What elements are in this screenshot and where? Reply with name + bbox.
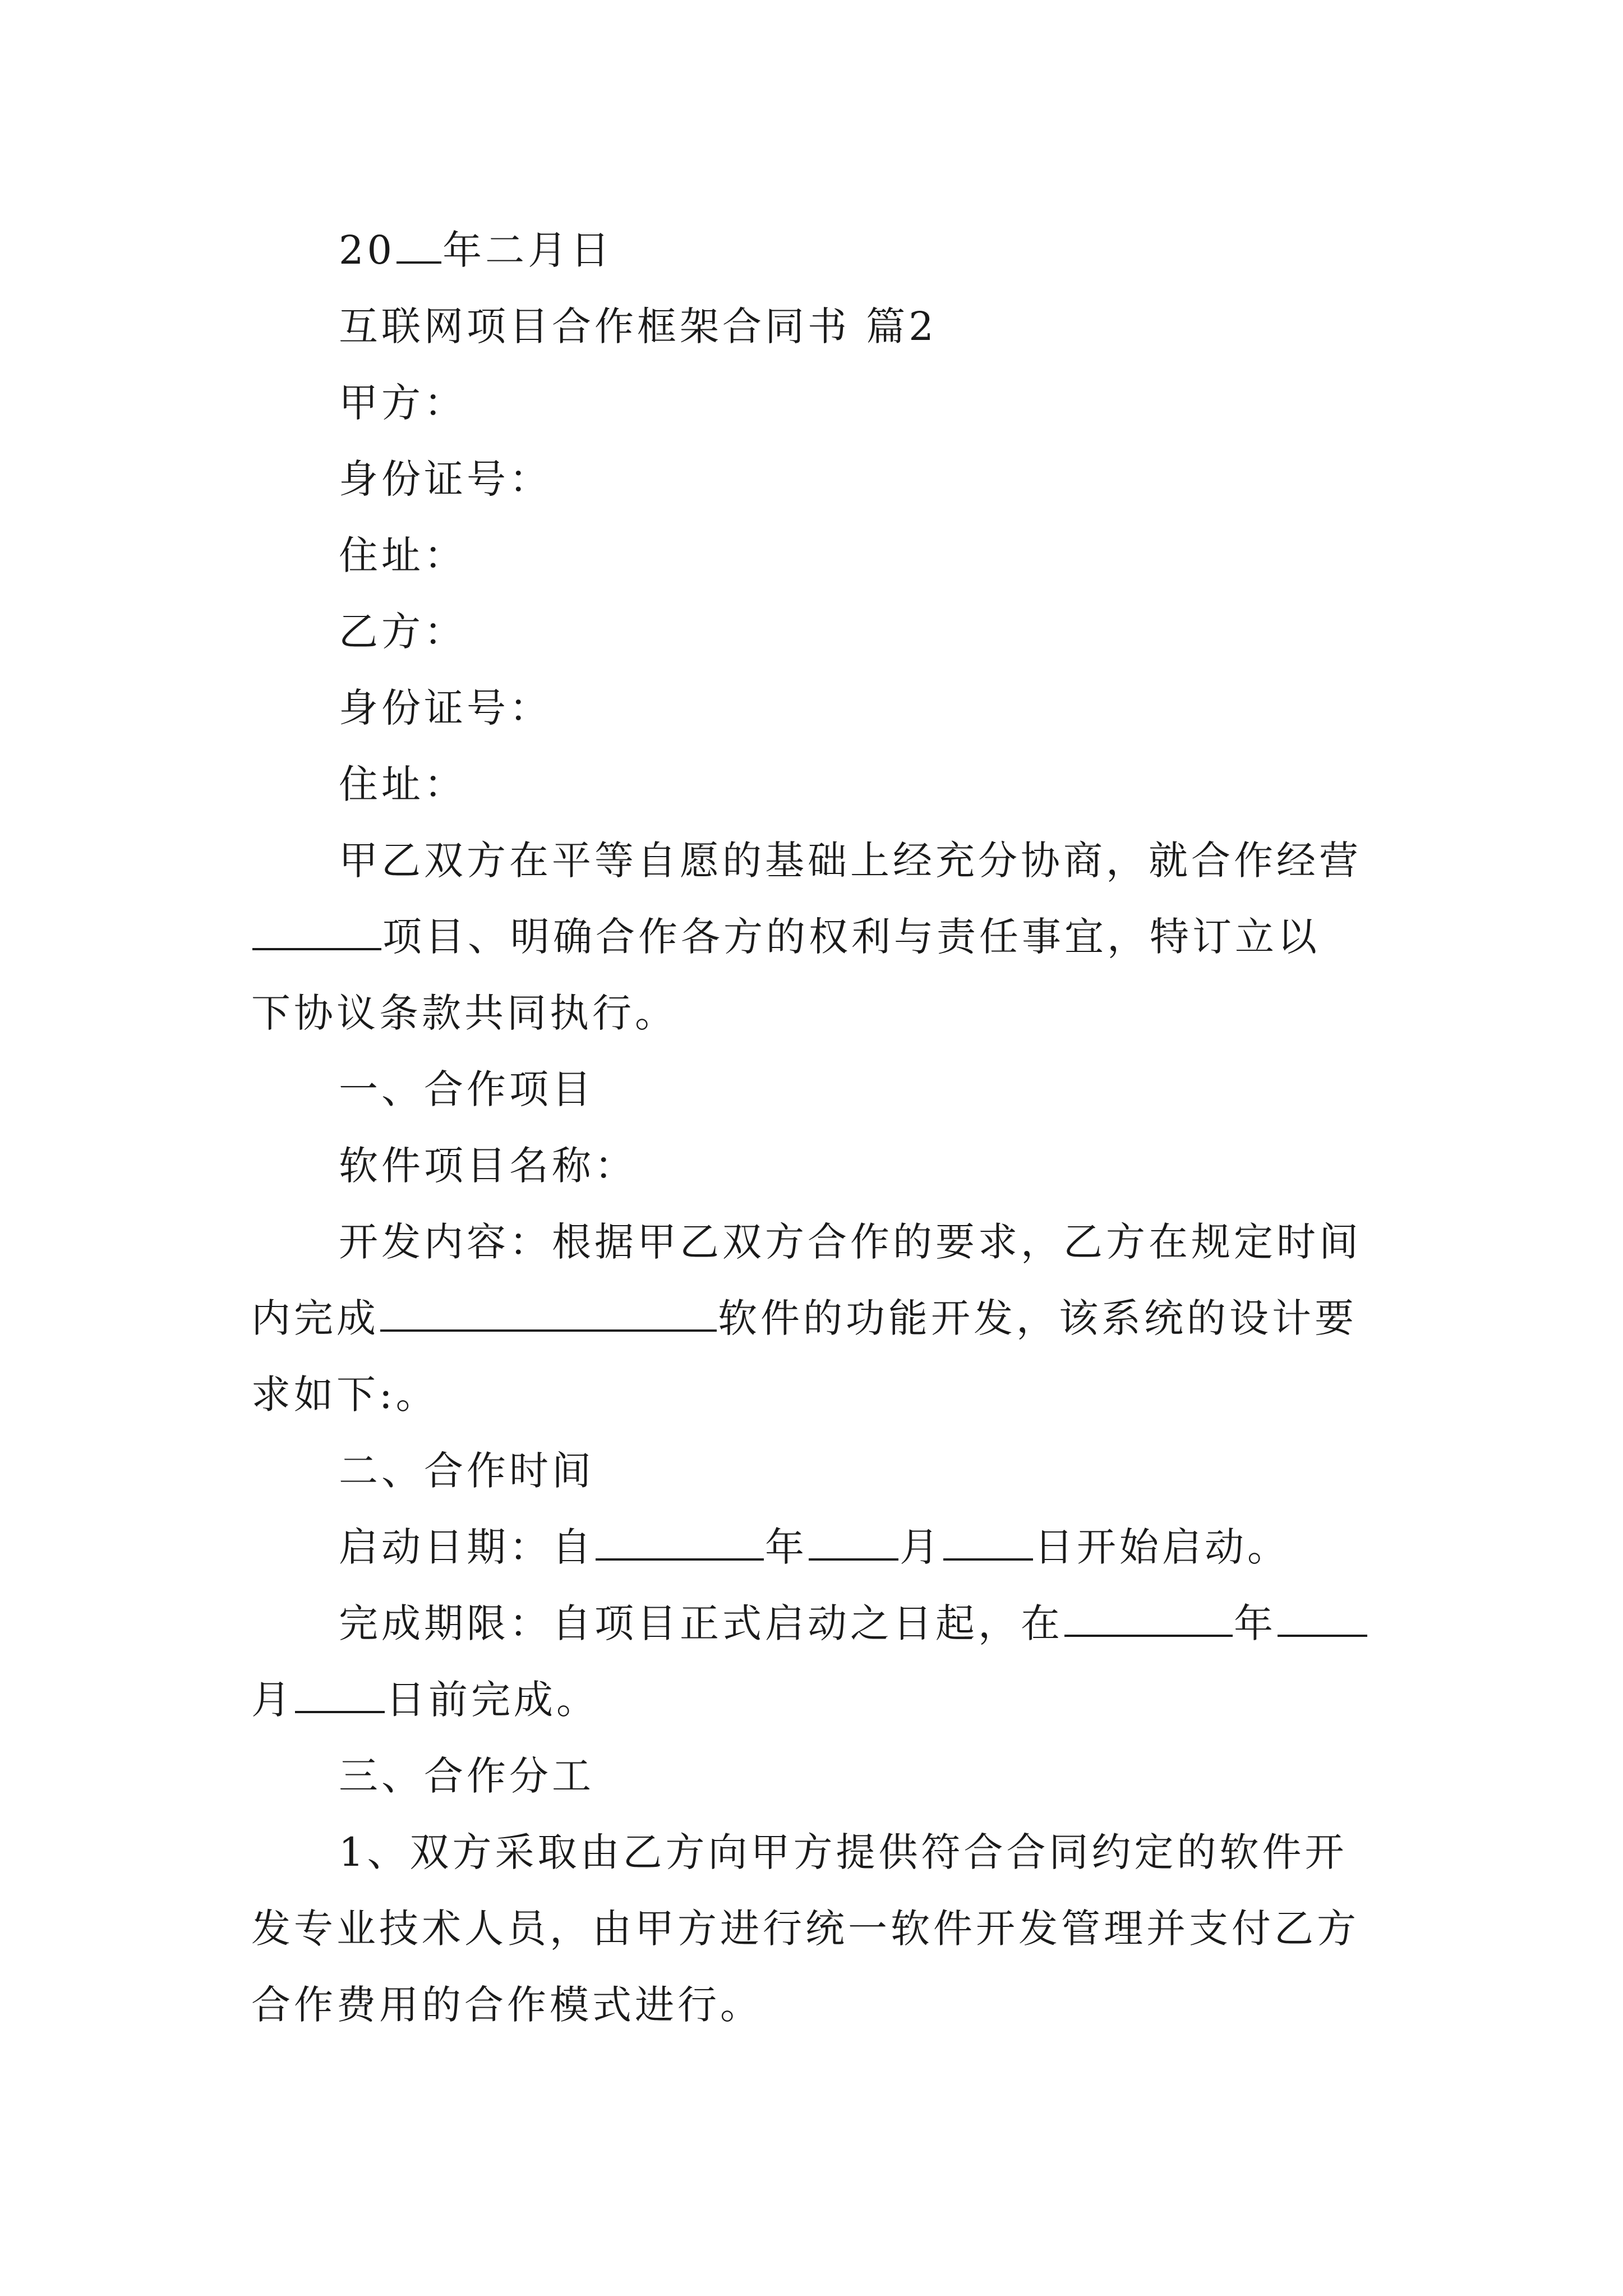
blank-field	[295, 1676, 385, 1713]
document-title: 互联网项目合作框架合同书 篇2	[339, 303, 937, 349]
deadline-month-label: 月	[251, 1677, 294, 1723]
blank-field	[396, 227, 441, 264]
party-b-label: 乙方：	[339, 609, 467, 655]
blank-field	[596, 1524, 764, 1561]
blank-field	[943, 1524, 1033, 1561]
start-year-label: 年	[765, 1524, 808, 1570]
document-body	[251, 212, 1384, 2043]
date-suffix: 年二月日	[442, 227, 614, 273]
blank-field	[809, 1524, 898, 1561]
blank-field	[1278, 1600, 1367, 1637]
party-a-label: 甲方：	[339, 380, 467, 426]
dev-content-text-2b: 软件的功能开发，该系统的设计要	[718, 1295, 1357, 1341]
deadline-year-label: 年	[1234, 1600, 1276, 1646]
blank-field	[252, 913, 381, 950]
software-name-label: 软件项目名称：	[339, 1143, 637, 1189]
party-a-address-label: 住址：	[339, 532, 467, 578]
blank-field	[1064, 1600, 1233, 1637]
preamble-text-2: 项目、明确合作各方的权利与责任事宜，特订立以	[382, 914, 1320, 960]
section-2-heading: 二、合作时间	[339, 1448, 594, 1494]
item-1-line-2: 发专业技术人员，由甲方进行统一软件开发管理并支付乙方	[251, 1906, 1359, 1952]
blank-field	[380, 1295, 717, 1332]
deadline-line-1	[251, 1585, 1384, 1662]
start-date-prefix: 启动日期：自	[339, 1524, 594, 1570]
preamble-line-2	[251, 899, 1384, 975]
dev-content-line-1: 开发内容：根据甲乙双方合作的要求，乙方在规定时间	[339, 1219, 1362, 1265]
start-month-label: 月	[900, 1524, 942, 1570]
item-1-line-3: 合作费用的合作模式进行。	[251, 1982, 763, 2028]
date-prefix: 20	[339, 227, 396, 273]
deadline-prefix: 完成期限：自项目正式启动之日起，在	[339, 1600, 1063, 1646]
dev-content-line-3: 求如下:。	[251, 1372, 439, 1418]
preamble-line-3: 下协议条款共同执行。	[251, 990, 677, 1036]
party-b-id-label: 身份证号：	[339, 685, 552, 731]
deadline-suffix: 日前完成。	[386, 1677, 599, 1723]
date-line	[251, 212, 1384, 288]
start-date-line	[251, 1509, 1384, 1585]
start-date-suffix: 日开始启动。	[1034, 1524, 1290, 1570]
deadline-line-2	[251, 1662, 1384, 1738]
section-1-heading: 一、合作项目	[339, 1066, 594, 1112]
party-b-address-label: 住址：	[339, 761, 467, 807]
section-3-heading: 三、合作分工	[339, 1753, 594, 1799]
party-a-id-label: 身份证号：	[339, 456, 552, 502]
item-1-line-1: 1、双方采取由乙方向甲方提供符合合同约定的软件开	[339, 1829, 1348, 1875]
dev-content-line-2	[251, 1280, 1384, 1356]
preamble-line-1: 甲乙双方在平等自愿的基础上经充分协商，就合作经营	[339, 838, 1362, 884]
dev-content-text-2a: 内完成	[251, 1295, 379, 1341]
